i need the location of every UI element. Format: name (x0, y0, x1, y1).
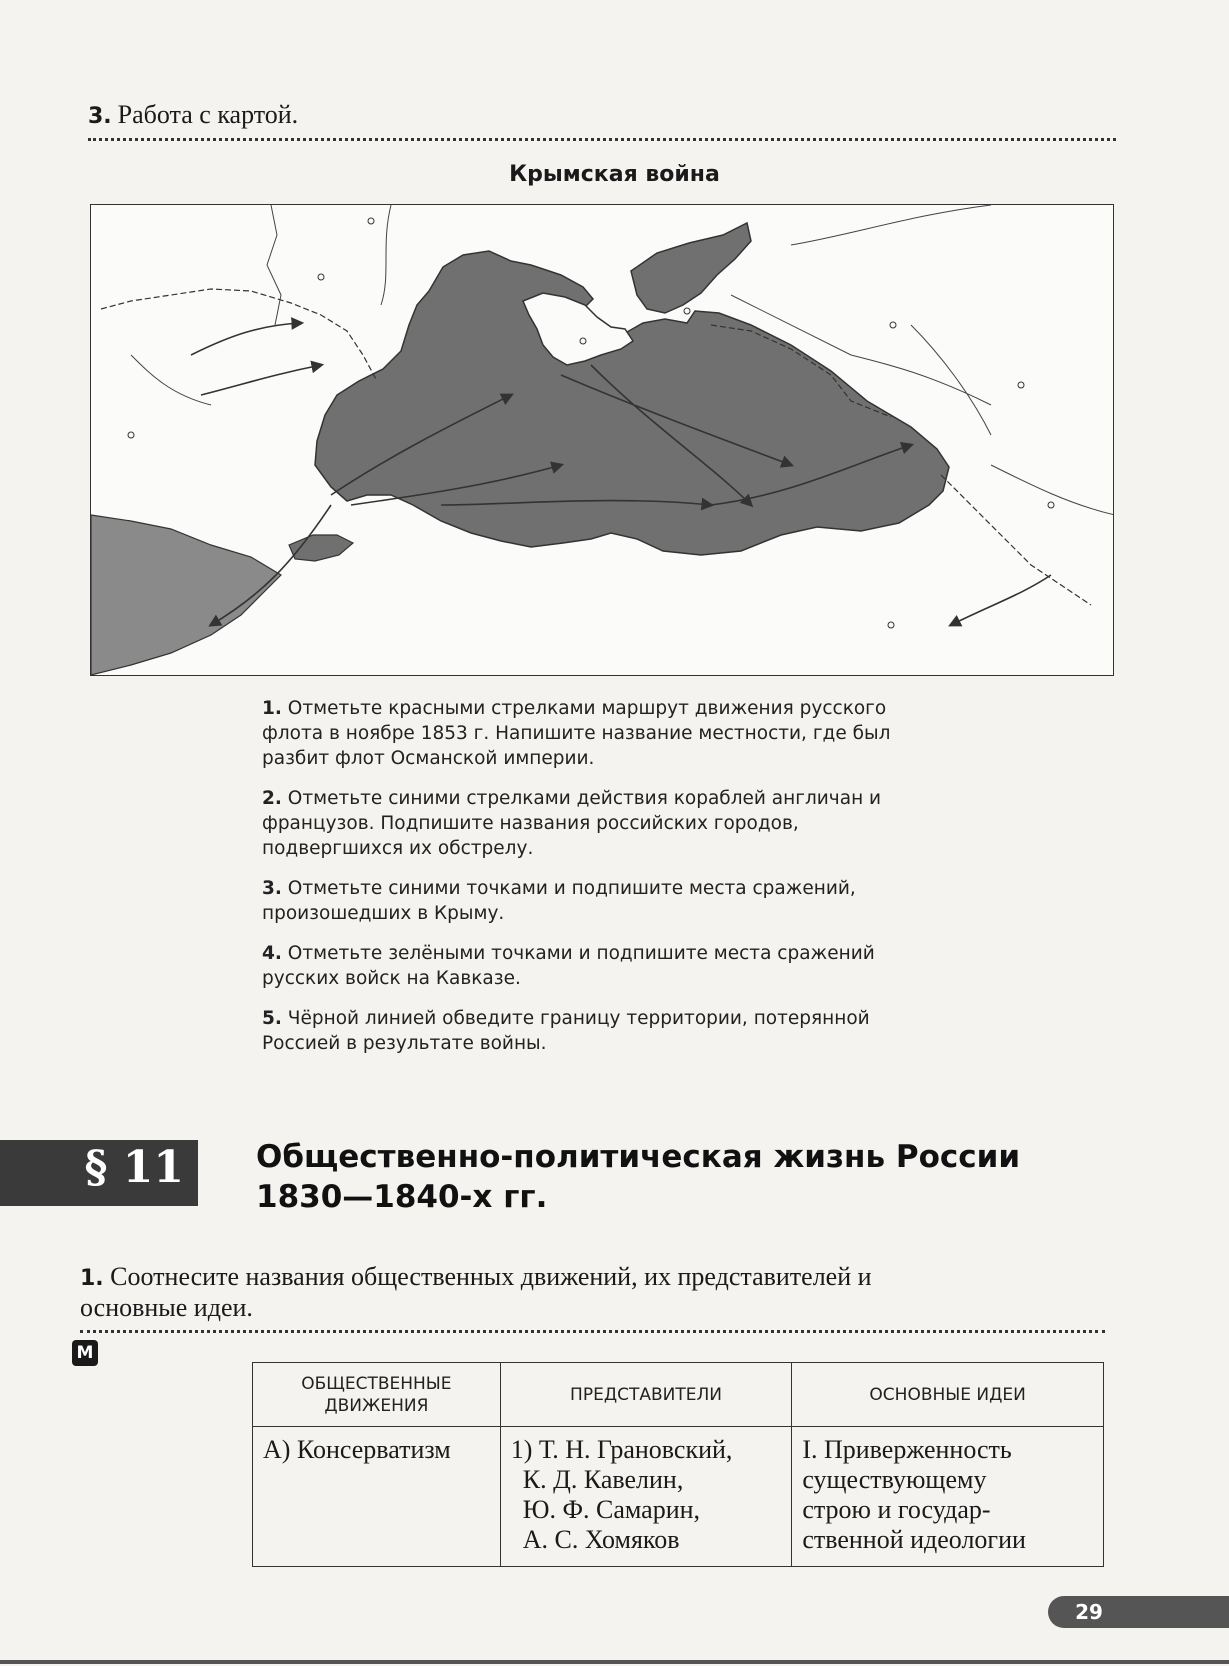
crimean-war-map (90, 204, 1114, 676)
map-task-item: 2. Отметьте синими стрелками действия кораблей англичан и французов. Подпишите названия российских городов, подвергшихся их обстрелу. (262, 788, 882, 859)
bottom-rule (0, 1660, 1229, 1664)
ideas-cell: I. Приверженность существующему строю и государ- ственной идеологии (792, 1427, 1104, 1567)
map-task-item: 3. Отметьте синими точками и подпишите места сражений, произошедших в Крыму. (262, 878, 856, 924)
column-header: ОСНОВНЫЕ ИДЕИ (792, 1363, 1104, 1427)
section-3-number: 3. (88, 104, 112, 129)
section-3-title: Работа с картой. (117, 100, 299, 129)
column-header: ОБЩЕСТВЕННЫЕ ДВИЖЕНИЯ (253, 1363, 501, 1427)
table-header-row (253, 1363, 1104, 1427)
paragraph-number: § 11 (84, 1142, 184, 1193)
column-header: ПРЕДСТАВИТЕЛИ (500, 1363, 792, 1427)
map-task-item: 1. Отметьте красными стрелками маршрут движения русского флота в ноябре 1853 г. Напишите название местности, где был разбит флот Османской империи. (262, 698, 891, 769)
paragraph-title: Общественно-политическая жизнь России 1830—1840-х гг. (256, 1139, 1021, 1215)
aegean-sea (91, 515, 281, 675)
movement-cell: А) Консерватизм (253, 1427, 501, 1567)
map-drawing (91, 205, 1114, 676)
section-3-heading (88, 100, 298, 130)
map-title: Крымская война (509, 162, 720, 187)
dotted-divider (80, 1330, 1105, 1333)
map-task-item: 5. Чёрной линией обведите границу территории, потерянной Россией в результате войны. (262, 1008, 870, 1054)
representatives-cell: 1) Т. Н. Грановский, К. Д. Кавелин, Ю. Ф. Самарин, А. С. Хомяков (500, 1427, 792, 1567)
table-row (253, 1427, 1104, 1567)
movements-table (252, 1362, 1104, 1567)
map-task-list (262, 696, 942, 1071)
sea-of-azov (631, 223, 751, 313)
m-marker-icon: M (72, 1340, 98, 1366)
sea-of-marmara (289, 535, 353, 561)
map-task-item: 4. Отметьте зелёными точками и подпишите места сражений русских войск на Кавказе. (262, 943, 875, 989)
page-number: 29 (1075, 1600, 1103, 1624)
dotted-divider (88, 138, 1116, 141)
task-1-text: 1. Соотнесите названия общественных движений, их представителей и основные идеи. (80, 1262, 872, 1322)
